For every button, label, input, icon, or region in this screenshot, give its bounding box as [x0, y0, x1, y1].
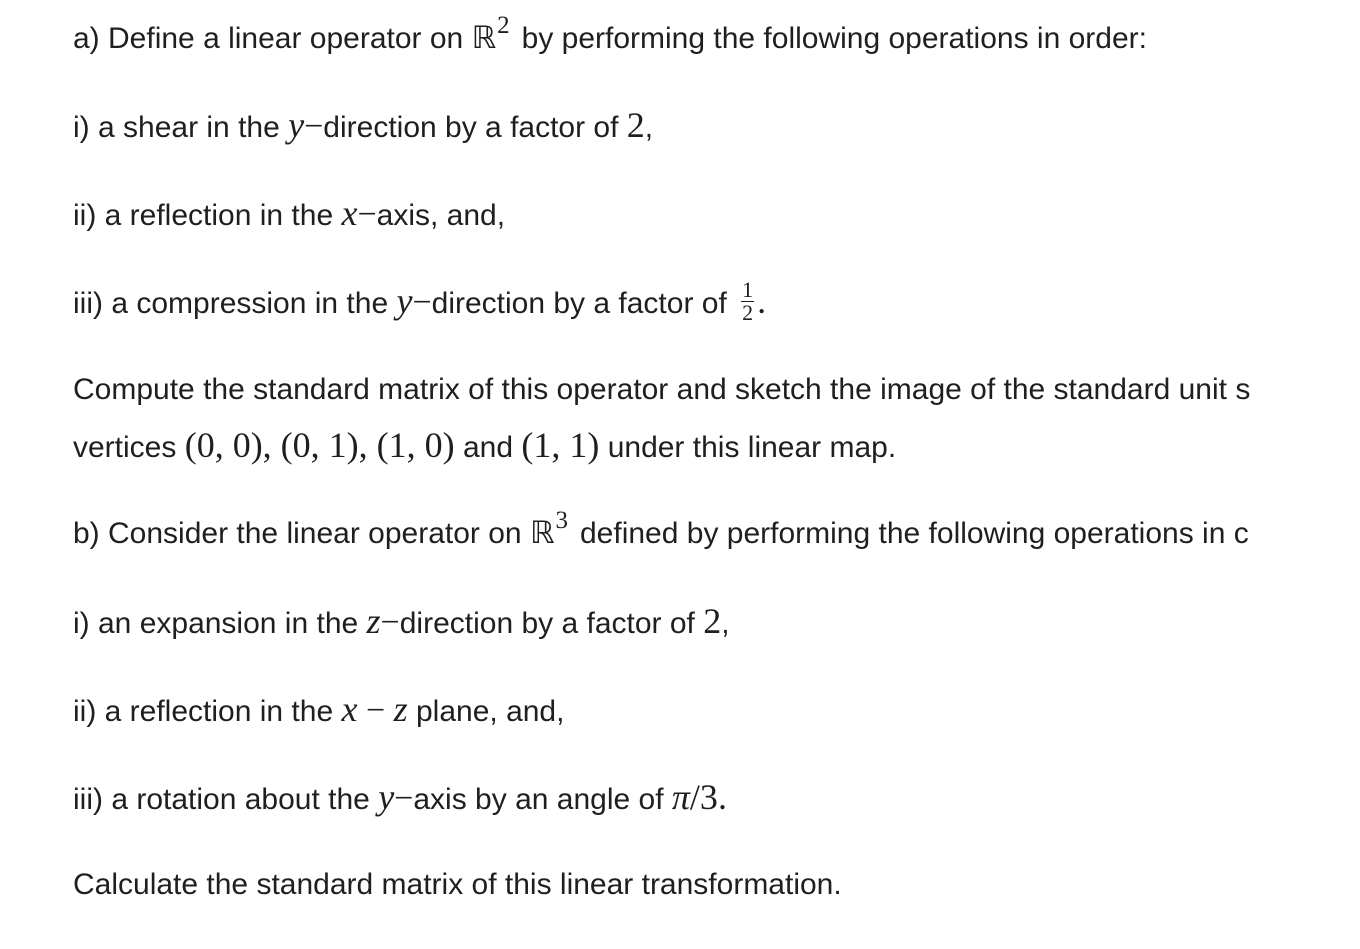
part-b-step-1-mid: direction by a factor of [399, 607, 704, 640]
part-a-step-2-prefix: ii) a reflection in the [73, 199, 342, 232]
part-a-step-2-dash: − [357, 196, 377, 233]
part-b-step-3-angle-pi: π [671, 777, 690, 817]
part-b-task [73, 865, 842, 905]
part-b-task-text: Calculate the standard matrix of this linear transformation. [73, 868, 842, 901]
part-b-step-3-end: . [717, 777, 727, 817]
part-a-step-3-dash: − [412, 284, 432, 321]
part-b-step-3-prefix: iii) a rotation about the [73, 783, 379, 816]
part-a-space-dim: 2 [497, 12, 510, 39]
part-a-step-1-factor: 2 [626, 105, 645, 145]
part-b-step-1-end: , [721, 607, 730, 640]
part-b-intro-suffix: defined by performing the following operations in c [580, 517, 1249, 550]
part-a-step-3-mid: direction by a factor of [431, 287, 736, 320]
part-b-step-3 [73, 777, 727, 817]
part-b-step-3-mid: axis by an angle of [413, 783, 672, 816]
part-a-step-1-variable: y [288, 105, 305, 145]
part-a-step-2-suffix: axis, and, [376, 199, 506, 232]
part-a-intro-suffix: by performing the following operations in order: [521, 22, 1147, 55]
part-a-step-3-end: . [757, 281, 767, 321]
part-b-step-2-suffix: plane, and, [407, 695, 565, 728]
part-b-step-2-variable-x: x [341, 689, 358, 729]
part-b-step-3-variable: y [378, 777, 395, 817]
part-a-task-text: Compute the standard matrix of this operator and sketch the image of the standard unit s [73, 373, 1251, 406]
part-a-task-line-2 [73, 425, 896, 465]
part-a-step-3-fraction [741, 276, 754, 325]
part-a-step-2 [73, 193, 505, 233]
part-b-step-1-factor: 2 [703, 601, 722, 641]
part-b-space-symbol: ℝ [529, 515, 555, 551]
part-b-step-1-prefix: i) an expansion in the [73, 607, 367, 640]
part-a-intro [73, 12, 1147, 58]
part-b-intro [73, 507, 1249, 553]
part-a-vertices-list: (0, 0), (0, 1), (1, 0) [184, 425, 455, 465]
part-a-task-line-1 [73, 370, 1250, 410]
fraction-denominator: 2 [742, 299, 754, 325]
part-a-task-suffix: under this linear map. [599, 431, 897, 464]
part-b-space-dim: 3 [555, 507, 568, 534]
part-a-step-1-dash: − [304, 108, 324, 145]
part-a-vertices-and: and [454, 431, 522, 464]
part-b-step-2-prefix: ii) a reflection in the [73, 695, 342, 728]
part-b-step-2 [73, 689, 564, 729]
part-a-vertices-prefix: vertices [73, 431, 185, 464]
part-a-step-2-variable: x [341, 193, 358, 233]
part-a-step-1-end: , [644, 111, 654, 144]
part-b-step-3-dash: − [394, 780, 414, 817]
part-b-step-2-dash: − [357, 692, 394, 729]
part-a-step-1-prefix: i) a shear in the [73, 111, 289, 144]
part-a-space-symbol: ℝ [471, 20, 497, 56]
fraction-numerator: 1 [742, 276, 754, 302]
part-b-step-1-dash: − [380, 604, 400, 641]
part-b-step-1 [73, 601, 730, 641]
part-a-step-3-variable: y [396, 281, 413, 321]
part-b-step-2-variable-z: z [393, 689, 408, 729]
part-b-step-3-angle-rest: /3 [689, 777, 718, 817]
part-b-step-1-variable: z [366, 601, 381, 641]
part-a-intro-prefix: a) Define a linear operator on [73, 22, 472, 55]
part-a-step-3 [73, 276, 767, 325]
part-a-step-1-mid: direction by a factor of [323, 111, 627, 144]
part-a-vertex-last: (1, 1) [521, 425, 600, 465]
part-a-step-3-prefix: iii) a compression in the [73, 287, 397, 320]
part-a-step-1 [73, 105, 653, 145]
part-b-intro-prefix: b) Consider the linear operator on [73, 517, 530, 550]
